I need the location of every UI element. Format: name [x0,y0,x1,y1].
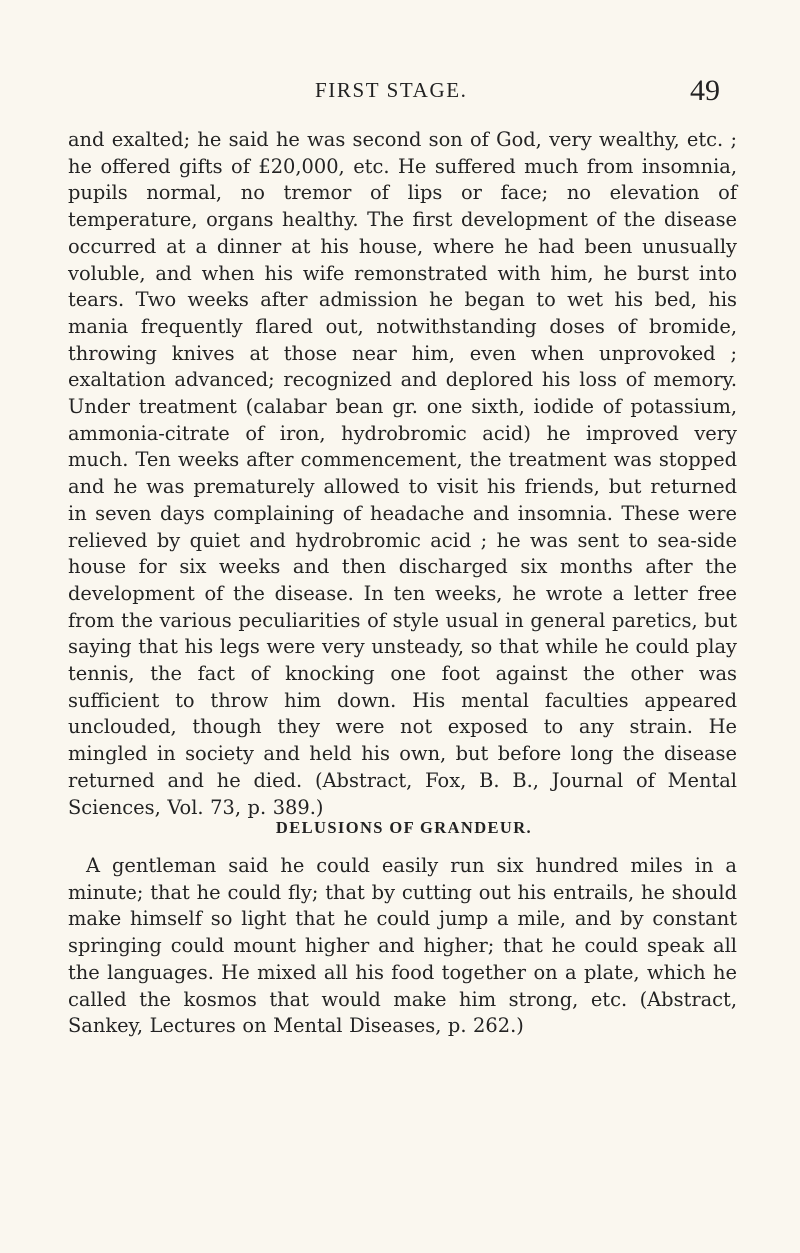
section-heading [0,818,800,838]
page-number: 49 [690,74,720,107]
body-paragraph-continued: and exalted; he said he was second son of God, very wealthy, etc. ; he offered gifts of £20,000, etc. He suffered much from insomnia, pupils normal, no tremor of lips or face; no elevation of temperature, organs healthy. The first development of the disease occurred at a dinner at his house, where he had been unusually voluble, and when his wife remonstrated with him, he burst into tears. Two weeks after admission he began to wet his bed, his mania frequently flared out, notwithstanding doses of bromide, throwing knives at those near him, even when unprovoked ; exaltation advanced; recognized and deplored his loss of memory. Under treatment (calabar bean gr. one sixth, iodide of potassium, ammonia-citrate of iron, hydrobromic acid) he improved very much. Ten weeks after commencement, the treatment was stopped and he was prematurely allowed to visit his friends, but returned in seven days complaining of headache and insomnia. These were relieved by quiet and hydrobromic acid ; he was sent to sea-side house for six weeks and then discharged six months after the development of the disease. In ten weeks, he wrote a letter free from the various peculiarities of style usual in general paretics, but saying that his legs were very unsteady, so that while he could play tennis, the fact of knocking one foot against the other was sufficient to throw him down. His mental faculties appeared unclouded, though they were not exposed to any strain. He mingled in society and held his own, but before long the disease returned and he died. (Abstract, Fox, B. B., Journal of Mental Sciences, Vol. 73, p. 389.) [68,128,737,819]
running-head [0,74,800,107]
section-heading-text: DELUSIONS OF GRANDEUR. [275,818,533,837]
body-paragraph-delusions: A gentleman said he could easily run six hundred miles in a minute; that he could fly; that by cutting out his entrails, he should make himself so light that he could jump a mile, and by constant springing could mount higher and higher; that he could speak all the languages. He mixed all his food together on a plate, which he called the kosmos that would make him strong, etc. (Abstract, Sankey, Lectures on Mental Diseases, p. 262.) [68,854,737,1038]
running-title: FIRST STAGE. [315,78,468,102]
